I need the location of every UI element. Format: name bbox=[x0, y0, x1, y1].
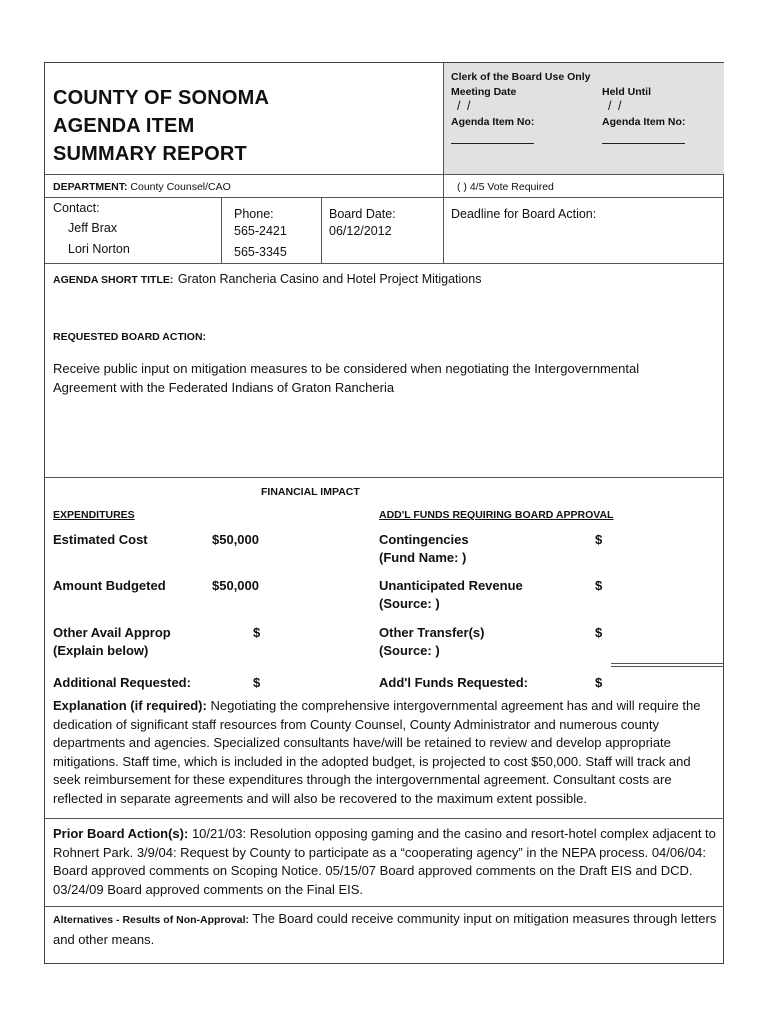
additional-requested-value: $ bbox=[253, 675, 261, 690]
unanticipated-revenue-value: $ bbox=[595, 578, 603, 593]
meeting-date-value[interactable]: / / bbox=[457, 99, 471, 113]
row-divider bbox=[45, 174, 724, 175]
expenditures-heading: EXPENDITURES bbox=[53, 509, 135, 521]
phone-label: Phone: bbox=[234, 207, 274, 221]
row-divider bbox=[45, 477, 724, 478]
requested-action-text: Receive public input on mitigation measures to be considered when negotiating the Intergovernmental Agreement with the Federated Indians of Graton Rancheria bbox=[53, 361, 640, 395]
explanation-label: Explanation (if required): bbox=[53, 698, 207, 713]
board-date-value: 06/12/2012 bbox=[329, 224, 392, 238]
title-line: COUNTY OF SONOMA bbox=[53, 87, 270, 109]
other-transfers-value: $ bbox=[595, 625, 603, 640]
estimated-cost-value: $50,000 bbox=[212, 532, 259, 547]
contingencies-value: $ bbox=[595, 532, 603, 547]
held-until-value[interactable]: / / bbox=[608, 99, 622, 113]
explanation-paragraph bbox=[53, 697, 717, 808]
contact-label: Contact: bbox=[53, 201, 100, 215]
other-transfers-label: Other Transfer(s) bbox=[379, 625, 485, 640]
amount-budgeted-label: Amount Budgeted bbox=[53, 578, 166, 593]
board-date-label: Board Date: bbox=[329, 207, 396, 221]
prior-actions-label: Prior Board Action(s): bbox=[53, 826, 189, 841]
explanation-text: Negotiating the comprehensive intergovernmental agreement has and will require the dedication of significant staff resources from County Counsel, County Administrator and numerous county departments and agencies. Specialized consultants have/will be retained to review and develop appropriate mitigations. Staff time, which is included in the adopted budget, is projected to cost $50,000. Staff will track and seek reimbursement for these expenditures through the intergovernmental agreement. Consultant costs are reflected in separate agreements and will also be recovered to the maximum extent possible. bbox=[53, 698, 701, 806]
short-title-label: AGENDA SHORT TITLE: bbox=[53, 274, 174, 286]
additional-requested-label: Additional Requested: bbox=[53, 675, 191, 690]
other-transfers-sublabel: (Source: ) bbox=[379, 643, 440, 658]
department-value: County Counsel/CAO bbox=[130, 181, 231, 193]
short-title-value: Graton Rancheria Casino and Hotel Project Mitigations bbox=[177, 272, 482, 286]
title-line: SUMMARY REPORT bbox=[53, 143, 247, 165]
agenda-item-no-label: Agenda Item No: bbox=[451, 116, 535, 128]
row-divider bbox=[45, 906, 724, 907]
requested-action-label: REQUESTED BOARD ACTION: bbox=[53, 331, 207, 343]
vote-required[interactable]: ( ) 4/5 Vote Required bbox=[457, 181, 554, 193]
total-rule bbox=[611, 666, 724, 667]
row-divider bbox=[45, 818, 724, 819]
unanticipated-revenue-sublabel: (Source: ) bbox=[379, 596, 440, 611]
other-avail-label: Other Avail Approp bbox=[53, 625, 171, 640]
total-rule bbox=[611, 663, 724, 664]
contact-name: Lori Norton bbox=[68, 242, 130, 256]
addl-funds-heading: ADD'L FUNDS REQUIRING BOARD APPROVAL bbox=[379, 509, 614, 521]
unanticipated-revenue-label: Unanticipated Revenue bbox=[379, 578, 523, 593]
prior-actions-text: 10/21/03: Resolution opposing gaming and the casino and resort-hotel complex adjacent to Rohnert Park. 3/9/04: Request by County to participate as a “cooperating agency” in the NEPA process. 04/06/04: Board approved comments on Scoping Notice. 05/15/07 Board approved comments on the Draft EIS and DCD. 03/24/09 Board approved comments on the Final EIS. bbox=[53, 826, 716, 897]
department-label: DEPARTMENT: bbox=[53, 181, 128, 193]
phone-value: 565-3345 bbox=[234, 245, 287, 259]
contact-name: Jeff Brax bbox=[68, 221, 118, 235]
department-field bbox=[53, 181, 231, 193]
contingencies-sublabel: (Fund Name: ) bbox=[379, 550, 467, 565]
amount-budgeted-value: $50,000 bbox=[212, 578, 259, 593]
alternatives-paragraph bbox=[53, 909, 717, 949]
col-divider bbox=[221, 197, 222, 263]
addl-funds-requested-value: $ bbox=[595, 675, 603, 690]
agenda-summary-form bbox=[44, 62, 724, 964]
alternatives-label: Alternatives - Results of Non-Approval: bbox=[53, 914, 250, 926]
clerk-heading: Clerk of the Board Use Only bbox=[451, 71, 591, 83]
phone-value: 565-2421 bbox=[234, 224, 287, 238]
meeting-date-label: Meeting Date bbox=[451, 86, 517, 98]
held-until-label: Held Until bbox=[602, 86, 651, 98]
row-divider bbox=[45, 263, 724, 264]
financial-impact-heading: FINANCIAL IMPACT bbox=[261, 486, 360, 498]
alternatives-text: The Board could receive community input on mitigation measures through letters and other means. bbox=[53, 911, 717, 947]
addl-funds-requested-label: Add'l Funds Requested: bbox=[379, 675, 528, 690]
estimated-cost-label: Estimated Cost bbox=[53, 532, 148, 547]
other-avail-sublabel: (Explain below) bbox=[53, 643, 149, 658]
agenda-item-no-label: Agenda Item No: bbox=[602, 116, 686, 128]
prior-actions-paragraph bbox=[53, 825, 717, 899]
short-title-field bbox=[53, 270, 481, 288]
title-line: AGENDA ITEM bbox=[53, 115, 195, 137]
agenda-item-no-blank[interactable] bbox=[451, 131, 534, 149]
contingencies-label: Contingencies bbox=[379, 532, 469, 547]
agenda-item-no-blank[interactable] bbox=[602, 131, 685, 149]
header-divider bbox=[443, 63, 444, 263]
deadline-label: Deadline for Board Action: bbox=[451, 207, 597, 221]
page-title bbox=[53, 84, 269, 168]
col-divider bbox=[321, 197, 322, 263]
row-divider bbox=[45, 197, 724, 198]
other-avail-value: $ bbox=[253, 625, 261, 640]
